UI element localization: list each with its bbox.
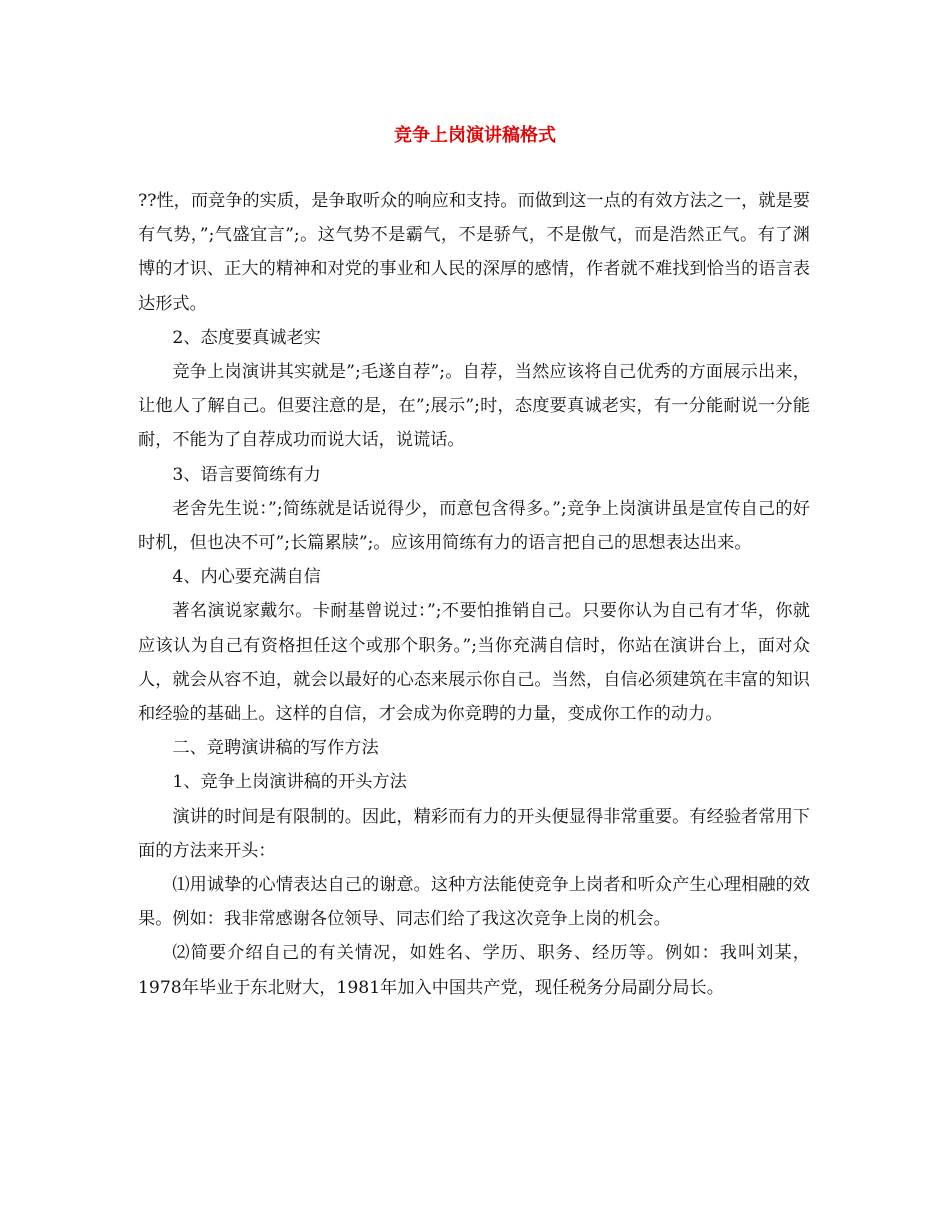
chapter-heading-writing-methods: 二、竞聘演讲稿的写作方法 bbox=[172, 738, 379, 759]
section-heading-opening-methods: 1、竞争上岗演讲稿的开头方法 bbox=[172, 772, 407, 793]
paragraph-continuation: ??性，而竞争的实质，是争取听众的响应和支持。而做到这一点的有效方法之一，就是要有气势，”;气盛宜言”;。这气势不是霸气，不是骄气，不是傲气，而是浩然正气。有了渊博的才识、正大的精神和对党的事业和人民的深厚的感情，作者就不难找到恰当的语言表达形式。 bbox=[138, 191, 810, 314]
document-body bbox=[138, 184, 810, 1005]
paragraph-attitude: 竞争上岗演讲其实就是”;毛遂自荐”;。自荐，当然应该将自己优秀的方面展示出来，让他人了解自己。但要注意的是，在”;展示”;时，态度要真诚老实，有一分能耐说一分能耐，不能为了自荐成功而说大话，说谎话。 bbox=[138, 362, 810, 451]
paragraph-confidence: 著名演说家戴尔。卡耐基曾说过：”;不要怕推销自己。只要你认为自己有才华，你就应该认为自己有资格担任这个或那个职务。”;当你充满自信时，你站在演讲台上，面对众人，就会从容不迫，就会以最好的心态来展示你自己。当然，自信必须建筑在丰富的知识和经验的基础上。这样的自信，才会成为你竞聘的力量，变成你工作的动力。 bbox=[138, 601, 810, 725]
section-heading-attitude: 2、态度要真诚老实 bbox=[172, 327, 321, 348]
section-heading-language: 3、语言要简练有力 bbox=[172, 464, 321, 485]
paragraph-opening-intro: 演讲的时间是有限制的。因此，精彩而有力的开头便显得非常重要。有经验者常用下面的方法来开头： bbox=[138, 806, 810, 861]
list-item-self-intro: ⑵简要介绍自己的有关情况，如姓名、学历、职务、经历等。例如：我叫刘某，1978年毕业于东北财大，1981年加入中国共产党，现任税务分局副分局长。 bbox=[138, 943, 810, 998]
paragraph-language: 老舍先生说：”;简练就是话说得少，而意包含得多。”;竞争上岗演讲虽是宣传自己的好时机，但也决不可”;长篇累牍”;。应该用简练有力的语言把自己的思想表达出来。 bbox=[138, 498, 810, 554]
document-title: 竞争上岗演讲稿格式 bbox=[394, 125, 556, 146]
list-item-gratitude: ⑴用诚挚的心情表达自己的谢意。这种方法能使竞争上岗者和听众产生心理相融的效果。例如：我非常感谢各位领导、同志们给了我这次竞争上岗的机会。 bbox=[138, 875, 810, 930]
section-heading-confidence: 4、内心要充满自信 bbox=[172, 567, 321, 588]
